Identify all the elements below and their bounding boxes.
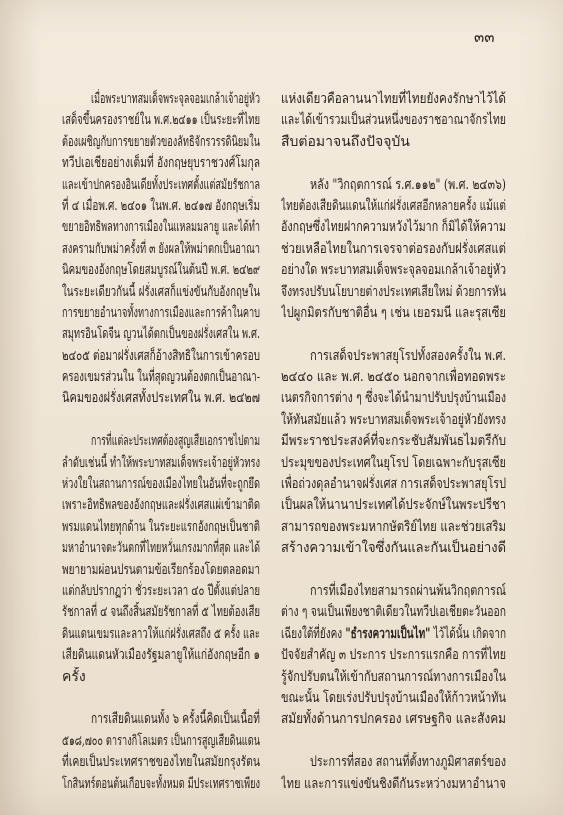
text-line — [281, 431, 506, 452]
text-line — [62, 324, 260, 345]
line-text: ที่เคยเป็นประเทศราชของไทยในสมัยกรุงรัตน — [62, 754, 260, 771]
line-text: แห่งเดียวคือลานนาไทยที่ไทยยังคงรักษาไว้ได้ — [281, 91, 506, 107]
text-line — [62, 175, 260, 196]
line-text: การเสด็จประพาสยุโรปทั้งสองครั้งใน พ.ศ. — [310, 347, 506, 364]
text-line — [62, 667, 260, 688]
text-line — [281, 367, 506, 388]
text-line — [281, 667, 506, 688]
line-text: พยายามผ่อนปรนตามข้อเรียกร้องโดยตลอดมา — [62, 561, 260, 578]
line-text: ๒๔๔๐ และ พ.ศ. ๒๔๕๐ นอกจากเพื่อทอดพระ — [281, 369, 506, 386]
line-text: สมัยทั้งด้านการปกครอง เศรษฐกิจ และสังคม — [281, 711, 506, 728]
line-text: รัชกาลที่ ๔ จนถึงสิ้นสมัยรัชกาลที่ ๕ ไทยต้องเสีย — [62, 604, 260, 621]
text-line — [62, 709, 260, 730]
paragraph — [281, 581, 506, 731]
paragraph — [62, 89, 260, 410]
text-line — [281, 538, 506, 559]
line-text: ครั้ง — [62, 668, 86, 685]
line-text: การที่เมืองไทยสามารถผ่านพ้นวิกฤตการณ์ — [310, 582, 506, 599]
text-line — [281, 89, 506, 110]
line-text: ทวีปเอเชียอย่างเต็มที่ อังกฤษยุบราชวงศ์โมกุล — [62, 155, 260, 172]
line-text: และได้เข้ารวมเป็นส่วนหนึ่งของราชอาณาจักรไทย — [281, 112, 506, 129]
line-text: การที่แต่ละประเทศต้องสูญเสียเอกราชไปตาม — [91, 433, 260, 450]
text-line — [62, 731, 260, 752]
line-text: ไทย และการแข่งขันชิงดีกันระหว่างมหาอำนาจ — [281, 775, 506, 792]
text-line — [62, 132, 260, 153]
text-line — [281, 495, 506, 516]
line-text: ๕๑๘,๗๐๐ ตารางกิโลเมตร เป็นการสูญเสียดินแดน — [62, 732, 260, 749]
text-line — [62, 239, 260, 260]
text-line — [281, 260, 506, 281]
text-line — [62, 153, 260, 174]
line-text: สมุทรอินโดจีน ญวนได้ตกเป็นของฝรั่งเศสใน พ.ศ. — [62, 326, 260, 343]
text-line — [281, 196, 506, 217]
text-line — [62, 260, 260, 281]
line-text: ลำดับเช่นนี้ ทำให้พระบาทสมเด็จพระเจ้าอยู่หัวทรง — [62, 454, 260, 471]
line-text: ต่าง ๆ จนเป็นเพียงชาติเดียวในทวีปเอเชียตะวันออก — [281, 604, 506, 621]
line-text: แต่กลับปรากฏว่า ชั่วระยะเวลา ๔๐ ปีตั้งแต่ปลาย — [62, 582, 260, 599]
line-text: ประการที่สอง สถานที่ตั้งทางภูมิศาสตร์ของ — [310, 754, 506, 771]
line-text: ช่วยเหลือไทยในการเจรจาต่อรองกับฝรั่งเศสแต่ — [281, 240, 506, 257]
line-text: การเสียดินแดนทั้ง ๖ ครั้งนี้คิดเป็นเนื้อที่ — [91, 711, 260, 728]
paragraph — [281, 752, 506, 795]
text-line — [62, 431, 260, 452]
line-text: มหาอำนาจตะวันตกที่ไทยหวั่นเกรงมากที่สุด และได้ — [62, 540, 260, 557]
text-line — [62, 89, 260, 110]
line-text: และเข้าปกครองอินเดียทั้งประเทศตั้งแต่สมัยรัชกาล — [62, 176, 260, 193]
line-text: รู้จักปรับตนให้เข้ากับสถานการณ์ทางการเมืองใน — [281, 668, 506, 685]
text-line — [62, 346, 260, 367]
paragraph — [281, 175, 506, 325]
line-text: การขยายอำนาจทั้งทางการเมืองและการค้าในคาบ — [62, 304, 260, 321]
text-line — [62, 624, 260, 645]
text-line — [281, 624, 506, 645]
line-text: ห่วงใยในสถานการณ์ของเมืองไทยในอันที่จะถูกยึด — [62, 476, 260, 493]
text-line — [62, 581, 260, 602]
line-text: สงครามกับพม่าครั้งที่ ๓ ยังผลให้พม่าตกเป็นอาณา — [62, 240, 260, 257]
line-text: ให้ทันสมัยแล้ว พระบาทสมเด็จพระเจ้าอยู่หัวยังทรง — [281, 411, 506, 428]
line-text: เนตรกิจการต่าง ๆ ซึ่งจะได้นำมาปรับปรุงบ้านเมือง — [281, 390, 506, 407]
line-text: โกสินทร์ตอนต้นเกือบจะทั้งหมด มีประเทศราชเพียง — [62, 775, 260, 792]
text-line — [281, 303, 506, 324]
text-line — [62, 303, 260, 324]
text-line — [281, 774, 506, 795]
text-line — [62, 560, 260, 581]
line-text — [281, 624, 506, 645]
text-line — [281, 645, 506, 666]
line-text: ๒๔๐๕ ต่อมาฝรั่งเศสก็อ้างสิทธิในการเข้าครอบ — [62, 347, 260, 364]
line-text: ต้องเผชิญกับการขยายตัวของลัทธิจักรวรรดินิยมใน — [62, 133, 260, 150]
text-line — [281, 175, 506, 196]
line-text: หลัง "วิกฤตการณ์ ร.ศ.๑๑๒" (พ.ศ. ๒๔๓๖) — [310, 176, 506, 193]
line-text: สร้างความเข้าใจซึ่งกันและกันเป็นอย่างดี — [281, 540, 506, 557]
paragraph — [281, 346, 506, 560]
text-line — [281, 346, 506, 367]
line-text: สามารถของพระมหากษัตริย์ไทย และช่วยเสริม — [281, 518, 506, 535]
text-line — [281, 474, 506, 495]
text-line — [62, 388, 260, 409]
line-text: สืบต่อมาจนถึงปัจจุบัน — [281, 133, 410, 150]
line-text: ปัจจัยสำคัญ ๓ ประการ ประการแรกคือ การที่ไทย — [281, 647, 506, 664]
text-line — [281, 517, 506, 538]
paragraph — [62, 709, 260, 795]
text-line — [62, 474, 260, 495]
page-number: ๓๓ — [474, 28, 495, 46]
emphasis-text: "ธำรงความเป็นไท" — [345, 625, 431, 642]
line-text: ขยายอิทธิพลทางการเมืองในแหลมมลายู และได้ทำ — [62, 219, 260, 236]
text-line — [62, 282, 260, 303]
left-column — [62, 89, 260, 795]
line-text: ไปผูกมิตรกับชาติอื่น ๆ เช่น เยอรมนี และรุสเซีย — [281, 304, 506, 321]
line-text-part: ไว้ได้นั้น เกิดจาก — [430, 625, 506, 642]
text-line — [62, 752, 260, 773]
text-line — [281, 388, 506, 409]
line-text-part: เฉียงใต้ที่ยังคง — [281, 625, 346, 642]
line-text: ประมุขของประเทศในยุโรป โดยเฉพาะกับรุสเซีย — [281, 454, 506, 471]
paragraph — [62, 431, 260, 688]
text-line — [281, 688, 506, 709]
text-line — [281, 602, 506, 623]
text-line — [281, 132, 506, 153]
text-line — [62, 517, 260, 538]
line-text: ในระยะเดียวกันนี้ ฝรั่งเศสก็แข่งขันกับอังกฤษใน — [62, 283, 260, 300]
text-line — [62, 645, 260, 666]
text-line — [62, 602, 260, 623]
text-line — [62, 774, 260, 795]
text-line — [62, 538, 260, 559]
line-text: ไทยต้องเสียดินแดนให้แก่ฝรั่งเศสอีกหลายครั้ง แม้แต่ — [281, 197, 506, 214]
line-text: อย่างใด พระบาทสมเด็จพระจุลจอมเกล้าเจ้าอยู่หัว — [281, 262, 506, 279]
text-line — [62, 453, 260, 474]
text-line — [62, 196, 260, 217]
text-line — [281, 217, 506, 238]
line-text: มีพระราชประสงค์ที่จะกระชับสัมพันธไมตรีกับ — [281, 433, 506, 450]
line-text: ที่ ๔ เมื่อพ.ศ. ๒๔๐๑ ในพ.ศ. ๒๔๑๗ อังกฤษเริ่ม — [62, 197, 260, 214]
line-text: พรมแดนไทยทุกด้าน ในระยะแรกอังกฤษเป็นชาติ — [62, 518, 260, 535]
line-text: นิคมของอังกฤษโดยสมบูรณ์ในต้นปี พ.ศ. ๒๔๒๙ — [62, 262, 260, 279]
text-line — [281, 581, 506, 602]
line-text: เสด็จขึ้นครองราชย์ใน พ.ศ.๒๔๑๑ เป็นระยะที่ไทย — [62, 112, 260, 129]
paragraph — [281, 89, 506, 153]
line-text: เพราะอิทธิพลของอังกฤษและฝรั่งเศสแผ่เข้ามาติด — [62, 497, 260, 514]
text-line — [281, 709, 506, 730]
text-line — [62, 217, 260, 238]
text-line — [281, 453, 506, 474]
line-text: ขณะนั้น โดยเร่งปรับปรุงบ้านเมืองให้ก้าวหน้าทัน — [281, 689, 506, 706]
line-text: เสียดินแดนหัวเมืองรัฐมลายูให้แก่อังกฤษอีก ๑ — [62, 647, 260, 664]
text-line — [62, 367, 260, 388]
line-text: จึงทรงปรับนโยบายต่างประเทศเสียใหม่ ด้วยการหัน — [281, 283, 506, 300]
text-line — [62, 495, 260, 516]
text-line — [281, 282, 506, 303]
text-line — [281, 239, 506, 260]
right-column — [281, 89, 506, 795]
line-text: ครองเขมรส่วนใน ในที่สุดญวนต้องตกเป็นอาณา- — [62, 369, 260, 386]
line-text: เป็นผลให้นานาประเทศได้ประจักษ์ในพระปรีชา — [281, 497, 506, 514]
text-line — [281, 110, 506, 131]
text-line — [281, 410, 506, 431]
text-line — [62, 110, 260, 131]
line-text: ดินแดนเขมรและลาวให้แก่ฝรั่งเศสถึง ๕ ครั้ง และ — [62, 625, 260, 642]
line-text: นิคมของฝรั่งเศสทั้งประเทศใน พ.ศ. ๒๔๒๗ — [62, 390, 260, 407]
line-text: เมื่อพระบาทสมเด็จพระจุลจอมเกล้าเจ้าอยู่หัว — [91, 91, 260, 107]
line-text: อังกฤษซึ่งไทยฝากความหวังไว้มาก ก็มิได้ให้ความ — [281, 219, 506, 236]
text-line — [281, 752, 506, 773]
line-text: เพื่อถ่วงดุลอำนาจฝรั่งเศส การเสด็จประพาสยุโรป — [281, 476, 506, 493]
